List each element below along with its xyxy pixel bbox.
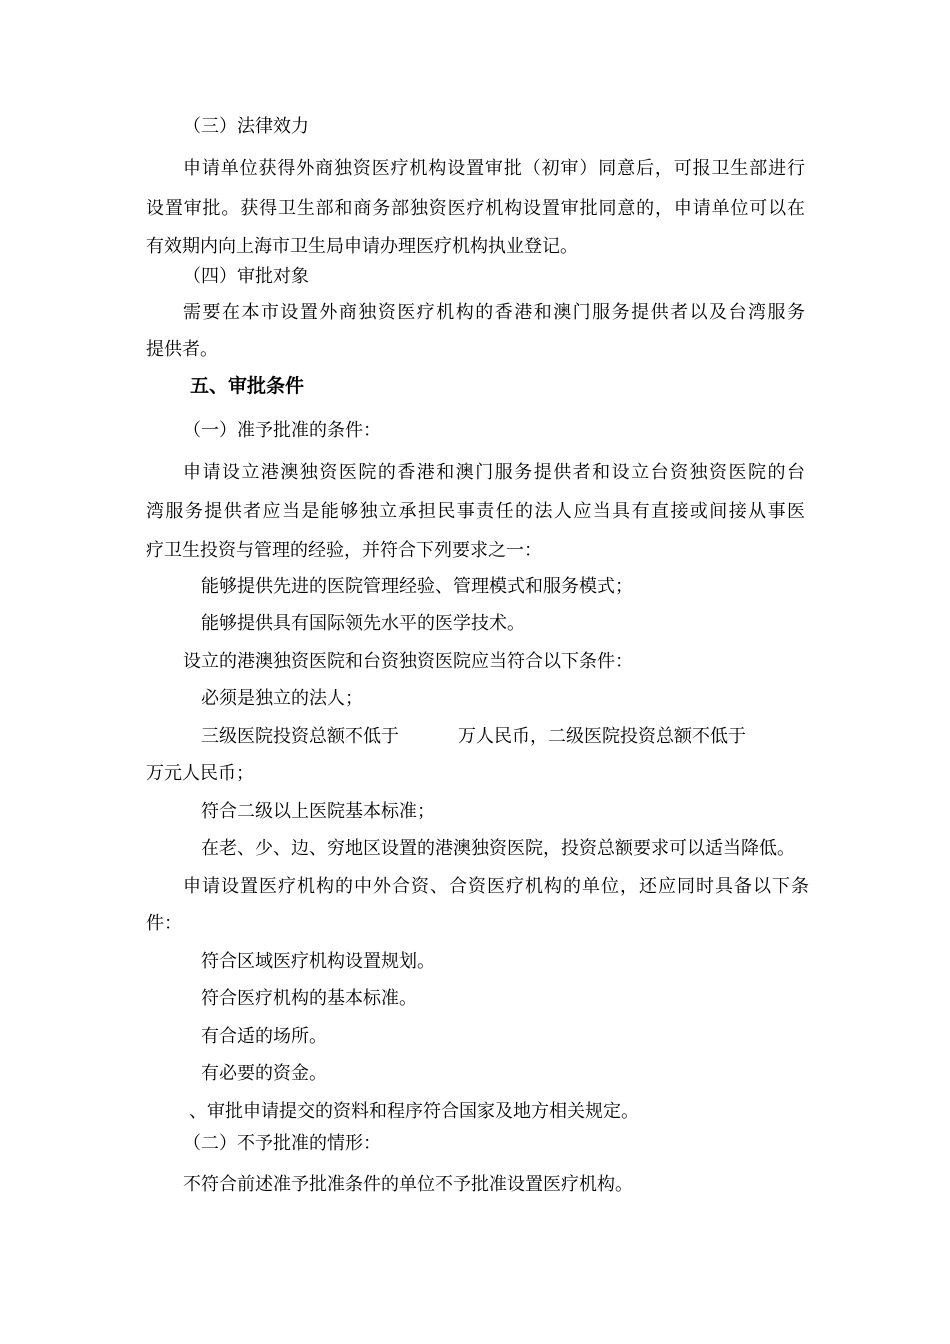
subheading-rejection-cases: （二）不予批准的情形： [183, 1133, 381, 1154]
paragraph-line: 件： [146, 913, 182, 934]
subheading-approval-conditions: （一）准予批准的条件： [183, 420, 381, 441]
list-item: 有必要的资金。 [201, 1063, 327, 1084]
paragraph-line: 设置审批。获得卫生部和商务部独资医疗机构设置审批同意的，申请单位可以在 [146, 198, 805, 219]
list-item: 能够提供具有国际领先水平的医学技术。 [201, 613, 525, 634]
list-item: 能够提供先进的医院管理经验、管理模式和服务模式； [201, 576, 633, 597]
paragraph-line: 申请设立港澳独资医院的香港和澳门服务提供者和设立台资独资医院的台 [183, 462, 805, 483]
paragraph-line: 疗卫生投资与管理的经验，并符合下列要求之一： [146, 540, 542, 561]
paragraph-line: 设立的港澳独资医院和台资独资医院应当符合以下条件： [183, 651, 633, 672]
list-item: 在老、少、边、穷地区设置的港澳独资医院，投资总额要求可以适当降低。 [201, 838, 795, 859]
list-item: 符合区域医疗机构设置规划。 [201, 951, 435, 972]
list-item-continuation: 万人民币，二级医院投资总额不低于 [458, 726, 746, 747]
section-title-approval-target: （四）审批对象 [183, 266, 309, 287]
list-item: 必须是独立的法人； [201, 688, 363, 709]
paragraph-line: 申请单位获得外商独资医疗机构设置审批（初审）同意后，可报卫生部进行 [183, 158, 805, 179]
section-title-legal-effect: （三）法律效力 [183, 116, 309, 137]
paragraph-line: 申请设置医疗机构的中外合资、合资医疗机构的单位，还应同时具备以下条 [183, 876, 809, 897]
paragraph-line: 不符合前述准予批准条件的单位不予批准设置医疗机构。 [183, 1174, 633, 1195]
paragraph-line: 需要在本市设置外商独资医疗机构的香港和澳门服务提供者以及台湾服务 [183, 302, 805, 323]
paragraph-line: 湾服务提供者应当是能够独立承担民事责任的法人应当具有直接或间接从事医 [146, 501, 805, 522]
paragraph-line: 有效期内向上海市卫生局申请办理医疗机构执业登记。 [146, 236, 578, 257]
list-item: 符合二级以上医院基本标准； [201, 801, 435, 822]
list-item-continuation: 万元人民币； [146, 763, 254, 784]
list-item: 符合医疗机构的基本标准。 [201, 988, 417, 1009]
paragraph-line: 提供者。 [146, 339, 218, 360]
list-item: 有合适的场所。 [201, 1026, 327, 1047]
list-item: 、审批申请提交的资料和程序符合国家及地方相关规定。 [189, 1101, 639, 1122]
heading-approval-conditions: 五、审批条件 [190, 375, 305, 397]
list-item: 三级医院投资总额不低于 [201, 726, 399, 747]
